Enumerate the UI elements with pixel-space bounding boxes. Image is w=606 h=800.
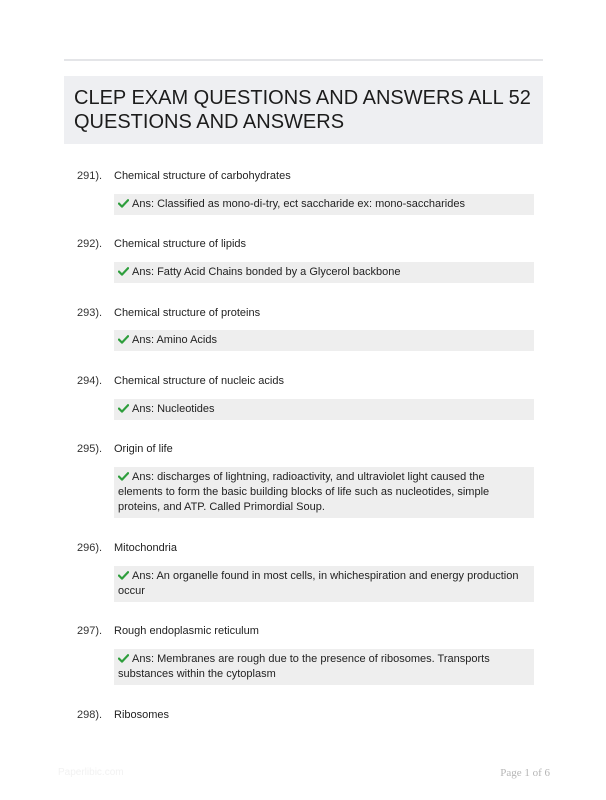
answer-text: Ans: Amino Acids	[132, 334, 217, 346]
answer-text: Ans: Fatty Acid Chains bonded by a Glycerol backbone	[132, 266, 401, 278]
question-text: Chemical structure of lipids	[114, 238, 247, 250]
question-number: 297).	[77, 625, 103, 637]
answer-text: Ans: Membranes are rough due to the presence of ribosomes. Transports substances within the cytoplasm	[118, 653, 490, 680]
check-icon	[118, 404, 129, 413]
answer-text: Ans: Nucleotides	[132, 403, 215, 415]
answer-box	[114, 649, 534, 685]
question-text: Chemical structure of nucleic acids	[114, 375, 284, 387]
question-number: 294).	[77, 375, 103, 387]
check-icon	[118, 335, 129, 344]
answer-box	[114, 399, 534, 420]
page-number: Page 1 of 6	[500, 767, 550, 779]
question-number: 292).	[77, 238, 103, 250]
question-text: Rough endoplasmic reticulum	[114, 625, 259, 637]
question-number: 291).	[77, 170, 103, 182]
answer-box	[114, 262, 534, 283]
page-title: CLEP EXAM QUESTIONS AND ANSWERS ALL 52 QUESTIONS AND ANSWERS	[74, 87, 531, 133]
answer-text: Ans: An organelle found in most cells, in whichespiration and energy production occur	[118, 570, 519, 597]
answer-box	[114, 566, 534, 602]
question-text: Origin of life	[114, 443, 173, 455]
question-number: 293).	[77, 307, 103, 319]
watermark: Paperlibic.com	[58, 767, 124, 778]
check-icon	[118, 199, 129, 208]
check-icon	[118, 472, 129, 481]
question-text: Chemical structure of proteins	[114, 307, 261, 319]
check-icon	[118, 267, 129, 276]
check-icon	[118, 654, 129, 663]
question-number: 296).	[77, 542, 103, 554]
question-number: 298).	[77, 709, 103, 721]
answer-box	[114, 194, 534, 215]
answer-box	[114, 467, 534, 518]
question-text: Mitochondria	[114, 542, 177, 554]
answer-text: Ans: discharges of lightning, radioactivity, and ultraviolet light caused the elements to form the basic building blocks of life such as nucleotides, simple proteins, and ATP. Called Primordial Soup.	[118, 471, 490, 513]
check-icon	[118, 571, 129, 580]
question-text: Ribosomes	[114, 709, 170, 721]
answer-box	[114, 330, 534, 351]
answer-text: Ans: Classified as mono-di-try, ect saccharide ex: mono-saccharides	[132, 198, 465, 210]
question-text: Chemical structure of carbohydrates	[114, 170, 291, 182]
question-number: 295).	[77, 443, 103, 455]
